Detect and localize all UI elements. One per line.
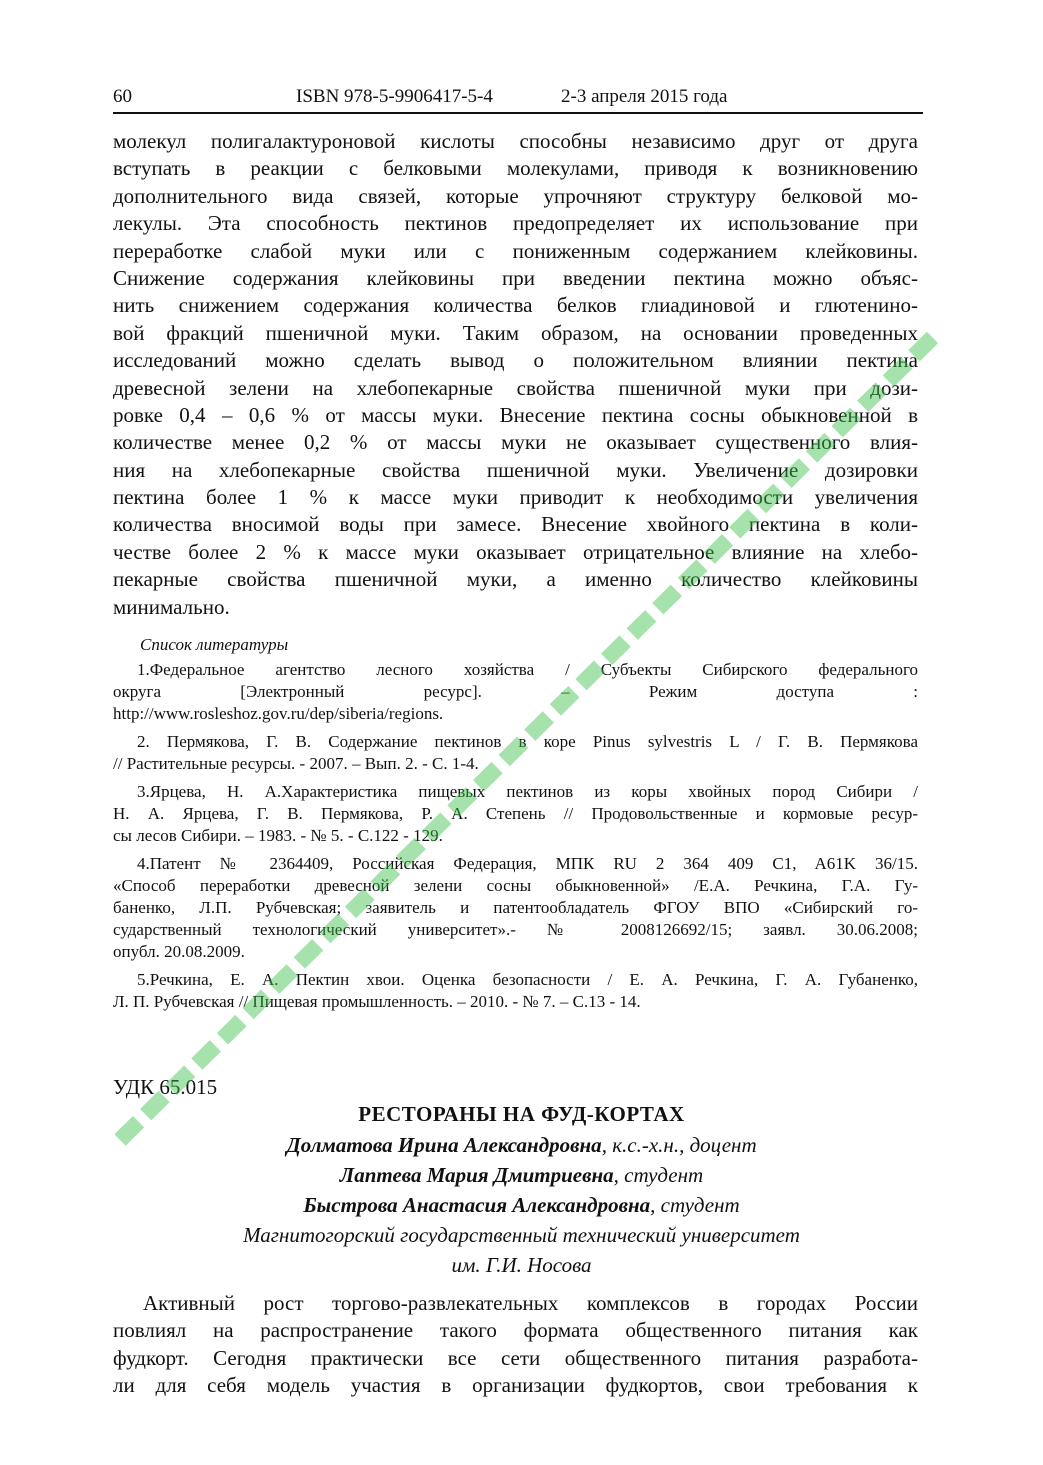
text-line: повлиял на распространение такого формата общественного питания как	[113, 1318, 918, 1343]
text-line: количестве менее 0,2 % от массы муки не оказывает существенного влия-	[113, 430, 918, 455]
page-number: 60	[113, 86, 132, 107]
author-role: , студент	[613, 1163, 704, 1187]
reference-line: Л. П. Рубчевская // Пищевая промышленность. – 2010. - № 7. – С.13 - 14.	[113, 992, 641, 1011]
text-line: вой фракций пшеничной муки. Таким образом, на основании проведенных	[113, 320, 918, 345]
reference-line: баненко, Л.П. Рубчевская; заявитель и патентообладатель ФГОУ ВПО «Сибирский го-	[113, 898, 918, 917]
reference-item	[113, 659, 918, 725]
article-title: РЕСТОРАНЫ НА ФУД-КОРТАХ	[358, 1102, 685, 1126]
reference-item	[113, 853, 918, 963]
author-line	[0, 1130, 1043, 1160]
text-line: переработке слабой муки или с пониженным содержанием клейковины.	[113, 238, 918, 263]
text-line: минимально.	[113, 594, 230, 619]
reference-line: 2. Пермякова, Г. В. Содержание пектинов в коре Pinus sylvestris L / Г. В. Пермякова	[137, 732, 918, 751]
reference-item	[113, 969, 918, 1013]
text-line: молекул полигалактуроновой кислоты способны независимо друг от друга	[113, 129, 918, 153]
author-role: , студент	[650, 1193, 740, 1217]
text-line: исследований можно сделать вывод о положительном влиянии пектина	[113, 348, 918, 373]
affiliation: им. Г.И. Носова	[451, 1253, 592, 1277]
udc-code: УДК 65.015	[113, 1075, 218, 1099]
text-line: количества вносимой воды при замесе. Внесение хвойного пектина в коли-	[113, 512, 918, 537]
reference-line: Н. А. Ярцева, Г. В. Пермякова, Р. А. Степень // Продовольственные и кормовые ресур-	[113, 804, 918, 823]
body-paragraph	[113, 128, 918, 621]
abstract-paragraph	[113, 1290, 918, 1400]
reference-line: 1.Федеральное агентство лесного хозяйства / Субъекты Сибирского федерального	[137, 660, 918, 679]
reference-item	[113, 731, 918, 775]
text-line: честве более 2 % к массе муки оказывает отрицательное влияние на хлебо-	[113, 539, 918, 564]
references-list	[113, 659, 918, 1013]
reference-line: «Способ переработки древесной зелени сосны обыкновенной» /Е.А. Речкина, Г.А. Гу-	[113, 876, 918, 895]
text-line: древесной зелени на хлебопекарные свойства пшеничной муки при дози-	[113, 375, 918, 400]
text-line: ния на хлебопекарные свойства пшеничной муки. Увеличение дозировки	[113, 457, 918, 482]
conference-date: 2-3 апреля 2015 года	[561, 86, 728, 107]
reference-line: 3.Ярцева, Н. А.Характеристика пищевых пектинов из коры хвойных пород Сибири /	[137, 782, 918, 801]
author-role: , к.с.-х.н., доцент	[601, 1133, 757, 1157]
text-line: вступать в реакции с белковыми молекулами, приводя к возникновению	[113, 156, 918, 181]
reference-line: 5.Речкина, Е. А. Пектин хвои. Оценка безопасности / Е. А. Речкина, Г. А. Губаненко,	[137, 970, 918, 989]
affiliation: Магнитогорский государственный технический университет	[243, 1223, 800, 1247]
reference-line: http://www.rosleshoz.gov.ru/dep/siberia/regions.	[113, 704, 444, 723]
references-title: Список литературы	[140, 635, 289, 654]
text-line: нить снижением содержания количества белков глиадиновой и глютенино-	[113, 293, 918, 318]
author-name: Быстрова Анастасия Александровна	[303, 1193, 651, 1217]
text-line: пекарные свойства пшеничной муки, а именно количество клейковины	[113, 567, 918, 592]
author-name: Лаптева Мария Дмитриевна	[339, 1163, 614, 1187]
text-line: ли для себя модель участия в организации фудкортов, свои требования к	[113, 1373, 918, 1398]
author-name: Долматова Ирина Александровна	[286, 1133, 602, 1157]
text-line: ровке 0,4 – 0,6 % от массы муки. Внесение пектина сосны обыкновенной в	[113, 402, 918, 427]
author-line	[0, 1190, 1043, 1220]
text-line: лекулы. Эта способность пектинов предопределяет их использование при	[113, 211, 918, 236]
author-line	[0, 1160, 1043, 1190]
text-line: фудкорт. Сегодня практически все сети общественного питания разработа-	[113, 1345, 918, 1370]
reference-item	[113, 781, 918, 847]
reference-line: опубл. 20.08.2009.	[113, 942, 245, 961]
reference-line: 4.Патент № 2364409, Российская Федерация, МПК RU 2 364 409 C1, A61K 36/15.	[137, 854, 918, 873]
reference-line: // Растительные ресурсы. - 2007. – Вып. 2. - С. 1-4.	[113, 754, 479, 773]
running-header	[113, 86, 923, 114]
reference-line: округа [Электронный ресурс]. – Режим доступа :	[113, 682, 918, 701]
author-block	[0, 1130, 1043, 1280]
isbn: ISBN 978-5-9906417-5-4	[296, 86, 493, 107]
text-line: Снижение содержания клейковины при введении пектина можно объяс-	[113, 265, 918, 290]
text-line: дополнительного вида связей, которые упрочняют структуру белковой мо-	[113, 183, 918, 208]
text-line: пектина более 1 % к массе муки приводит к необходимости увеличения	[113, 485, 918, 510]
reference-line: сударственный технологический университет».- № 2008126692/15; заявл. 30.06.2008;	[113, 920, 918, 939]
reference-line: сы лесов Сибири. – 1983. - № 5. - С.122 - 129.	[113, 826, 443, 845]
text-line: Активный рост торгово-развлекательных комплексов в городах России	[143, 1291, 918, 1315]
